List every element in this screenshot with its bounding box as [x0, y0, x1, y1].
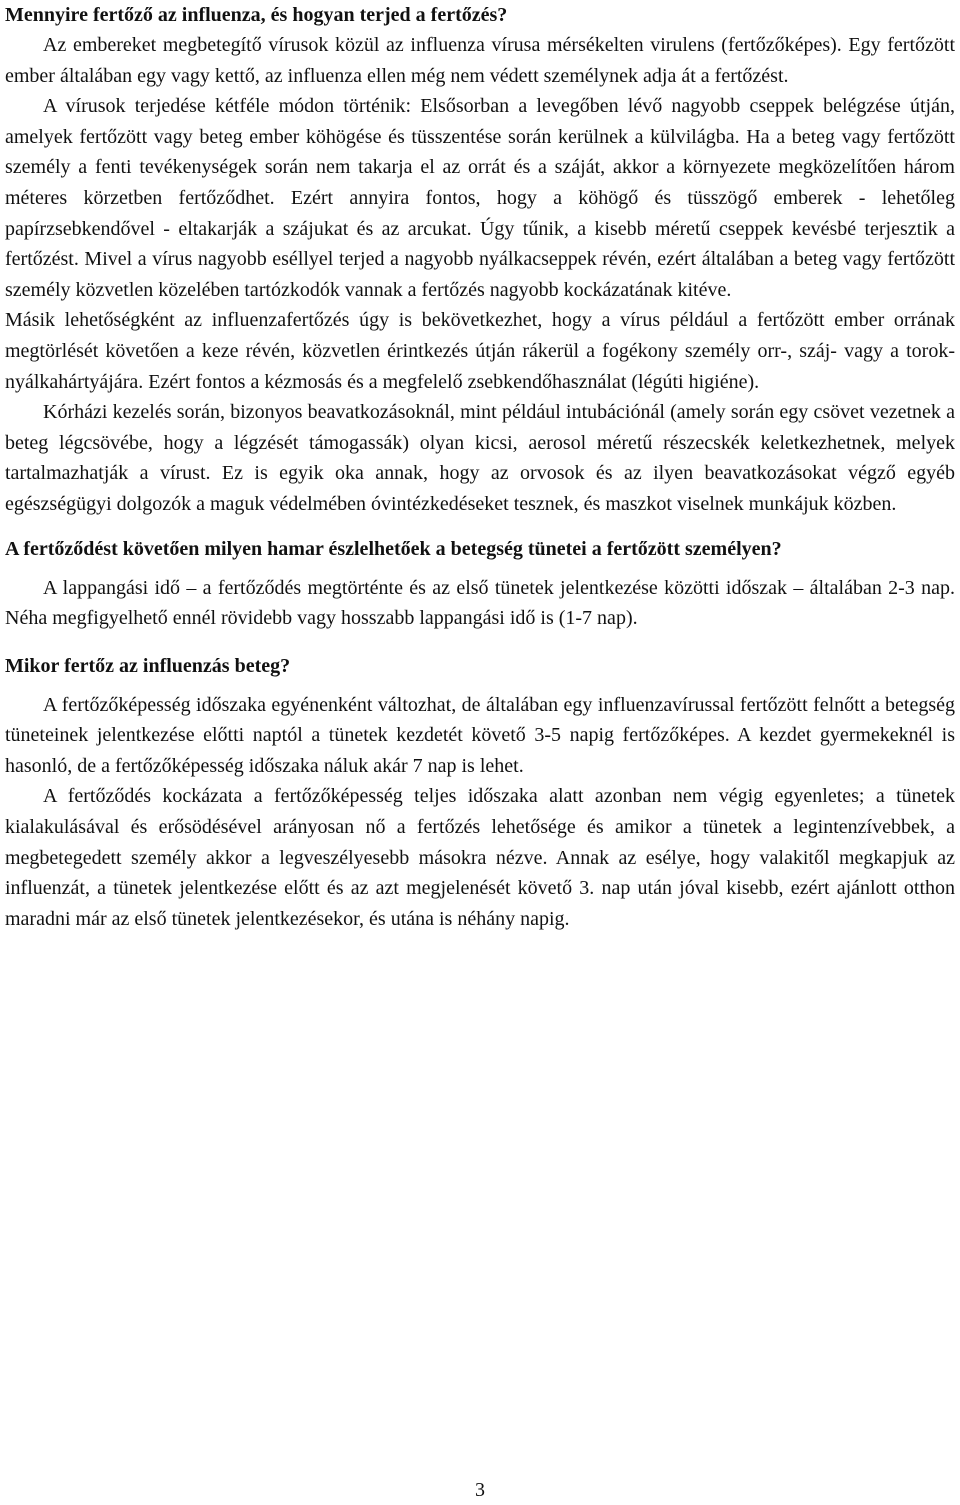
- document-page: [5, 0, 955, 934]
- paragraph-droplet-spread: A vírusok terjedése kétféle módon történik: Elsősorban a levegőben lévő nagyobb cseppek belégzése útján, amelyek fertőzött vagy beteg ember köhögése és tüsszentése során kerülnek a külvilágba. Ha a beteg vagy fertőzött személy a fenti tevékenységek során nem takarja el az orrát és a száját, akkor a környezete megközelítően három méteres körzetben fertőződhet. Ezért annyira fontos, hogy a köhögő és tüsszögő emberek - lehetőleg papírzsebkendővel - eltakarják a szájukat és az arcukat. Úgy tűnik, a kisebb méretű cseppek kevésbé terjesztik a fertőzést. Mivel a vírus nagyobb eséllyel terjed a nagyobb nyálkacseppek révén, ezért általában a beteg vagy fertőzött személy közvetlen közelében tartózkodók vannak a fertőzés nagyobb kockázatának kitéve.: [5, 95, 955, 301]
- paragraph-incubation-period: A lappangási idő – a fertőződés megtörténte és az első tünetek jelentkezése közötti időszak – általában 2-3 nap. Néha megfigyelhető ennél rövidebb vagy hosszabb lappangási idő is (1-7 nap).: [5, 576, 955, 630]
- page-number: 3: [475, 1479, 485, 1501]
- section-heading-contagiousness: Mennyire fertőző az influenza, és hogyan terjed a fertőzés?: [5, 4, 508, 26]
- section-heading-infectious-period: Mikor fertőz az influenzás beteg?: [5, 654, 291, 677]
- paragraph-virulence: Az embereket megbetegítő vírusok közül az influenza vírusa mérsékelten virulens (fertőzőképes). Egy fertőzött ember általában egy vagy kettő, az influenza ellen még nem védett személynek adja át a fertőzést.: [5, 34, 955, 87]
- paragraph-hospital-aerosol: Kórházi kezelés során, bizonyos beavatkozásoknál, mint például intubációnál (amely során egy csövet vezetnek a beteg légcsövébe, hogy a légzését támogassák) olyan kicsi, aerosol méretű részecskék keletkezhetnek, melyek tartalmazhatják a vírust. Ez is egyik oka annak, hogy az orvosok és az ilyen beavatkozásokat végző egyéb egészségügyi dolgozók a maguk védelmében óvintézkedéseket tesznek, és maszkot viselnek munkájuk közben.: [5, 401, 955, 515]
- paragraph-contact-spread: Másik lehetőségként az influenzafertőzés úgy is bekövetkezhet, hogy a vírus például a fertőzött ember orrának megtörlését követően a keze révén, közvetlen érintkezés útján rákerül a fogékony személy orr-, száj- vagy a torok-nyálkahártyájára. Ezért fontos a kézmosás és a megfelelő zsebkendőhasználat (légúti higiéne).: [5, 309, 955, 393]
- paragraph-infection-risk: A fertőződés kockázata a fertőzőképesség teljes időszaka alatt azonban nem végig egyenletes; a tünetek kialakulásával és erősödésével arányosan nő a fertőzés lehetősége és amikor a tünetek a legintenzívebbek, a megbetegedett személy akkor a legveszélyesebb másokra nézve. Annak az esélye, hogy valakitől megkapjuk az influenzát, a tünetek jelentkezése előtt és az azt megjelenését követő 3. nap után jóval kisebb, ezért ajánlott otthon maradni már az első tünetek jelentkezésekor, és utána is néhány napig.: [5, 785, 955, 930]
- paragraph-infectious-duration: A fertőzőképesség időszaka egyénenként változhat, de általában egy influenzavírussal fertőzött felnőtt a betegség tüneteinek jelentkezése előtti naptól a tünetek kezdetét követő 3-5 napig fertőzőképes. A kezdet gyermekeknél is hasonló, de a fertőzőképesség időszaka náluk akár 7 nap is lehet.: [5, 693, 955, 777]
- section-heading-incubation: A fertőződést követően milyen hamar észlelhetőek a betegség tünetei a fertőzött személyen?: [5, 537, 782, 560]
